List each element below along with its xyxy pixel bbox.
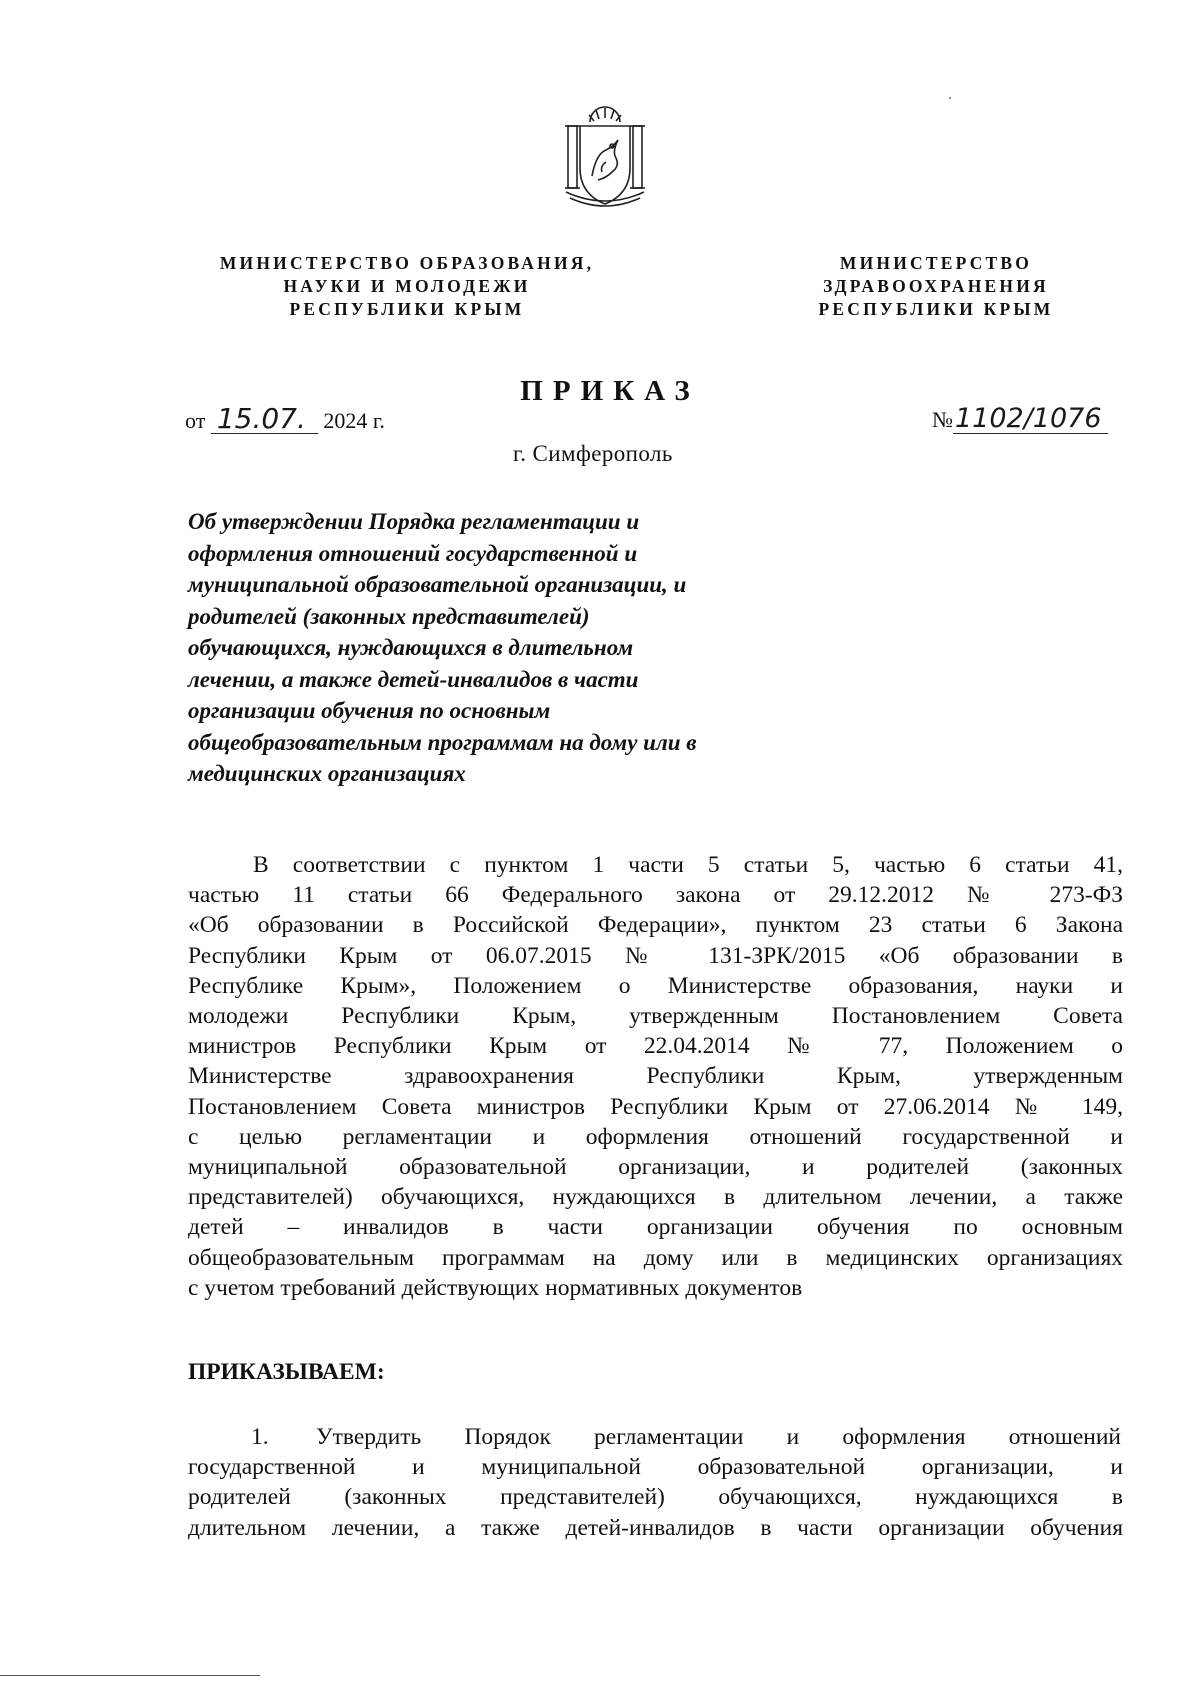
preamble-line: Республике Крым», Положением о Министерстве образования, науки и (188, 972, 1123, 999)
subject-line: родителей (законных представителей) (188, 603, 590, 629)
ministry-education-heading (176, 252, 638, 321)
preamble-line: представителей) обучающихся, нуждающихся в длительном лечении, а также (188, 1184, 1123, 1211)
subject-line: общеобразовательным программам на дому или в (188, 729, 697, 755)
item-line: Утвердить Порядок регламентации и оформления отношений (316, 1424, 1121, 1450)
preamble-line: детей – инвалидов в части организации обучения по основным (188, 1214, 1123, 1241)
item-number: 1. (251, 1424, 269, 1450)
handwritten-number: 1102/1076 (953, 405, 1108, 434)
preamble-line: с целью регламентации и оформления отношений государственной и (188, 1123, 1123, 1150)
footer-rule (0, 1675, 260, 1676)
order-item-1 (188, 1422, 1123, 1543)
order-date (185, 402, 385, 435)
crimea-coat-of-arms-icon (562, 106, 648, 212)
item-line: длительном лечении, а также детей-инвалидов в части организации обучения (188, 1514, 1123, 1541)
ministry-line: НАУКИ И МОЛОДЕЖИ (283, 276, 531, 296)
preamble-line: «Об образовании в Российской Федерации», пунктом 23 статьи 6 Закона (188, 912, 1123, 939)
order-number (932, 405, 1108, 434)
ministry-line: МИНИСТЕРСТВО (839, 253, 1033, 273)
item-line: государственной и муниципальной образовательной организации, и (188, 1454, 1123, 1481)
subject-line: Об утверждении Порядка регламентации и (188, 509, 640, 534)
order-title: ПРИКАЗ (520, 375, 700, 407)
preamble-line: с учетом требований действующих нормативных документов (188, 1274, 803, 1301)
subject-line: лечении, а также детей-инвалидов в части (188, 666, 639, 692)
item-line: родителей (законных представителей) обучающихся, нуждающихся в (188, 1484, 1123, 1511)
preamble-paragraph (188, 850, 1123, 1303)
ministry-line: РЕСПУБЛИКИ КРЫМ (818, 299, 1054, 319)
handwritten-date: 15.07. (211, 405, 318, 434)
ministry-line: МИНИСТЕРСТВО ОБРАЗОВАНИЯ, (219, 253, 595, 273)
subject-line: муниципальной образовательной организации, и (188, 572, 687, 597)
preamble-line: В соответствии с пунктом 1 части 5 статьи 5, частью 6 статьи 41, (253, 852, 1123, 878)
order-subject (188, 506, 828, 790)
number-prefix: № (932, 407, 953, 432)
subject-line: организации обучения по основным (188, 698, 551, 723)
preamble-line: частью 11 статьи 66 Федерального закона от 29.12.2012 № 273-ФЗ (188, 882, 1123, 909)
preamble-line: Республики Крым от 06.07.2015 № 131-ЗРК/2015 «Об образовании в (188, 942, 1123, 969)
preamble-line: молодежи Республики Крым, утвержденным Постановлением Совета (188, 1003, 1123, 1030)
order-city: г. Симферополь (513, 441, 673, 466)
preamble-line: муниципальной образовательной организации, и родителей (законных (188, 1154, 1123, 1181)
ministry-line: ЗДРАВООХРАНЕНИЯ (823, 276, 1049, 296)
item-first-line (188, 1422, 1123, 1452)
preamble-line: Постановлением Совета министров Республики Крым от 27.06.2014 № 149, (188, 1093, 1123, 1120)
preamble-line: общеобразовательным программам на дому или в медицинских организациях (188, 1244, 1123, 1271)
subject-line: медицинских организациях (188, 761, 466, 786)
preamble-line: министров Республики Крым от 22.04.2014 № 77, Положением о (188, 1033, 1123, 1060)
subject-line: оформления отношений государственной и (188, 540, 638, 566)
subject-line: обучающихся, нуждающихся в длительном (188, 635, 634, 660)
orders-heading: ПРИКАЗЫВАЕМ: (188, 1359, 385, 1385)
date-prefix: от (185, 408, 206, 433)
scan-speck (949, 97, 951, 99)
date-suffix: 2024 г. (323, 408, 385, 433)
ministry-line: РЕСПУБЛИКИ КРЫМ (289, 299, 525, 319)
ministry-health-heading (795, 252, 1077, 321)
preamble-line: Министерстве здравоохранения Республики Крым, утвержденным (188, 1063, 1123, 1090)
